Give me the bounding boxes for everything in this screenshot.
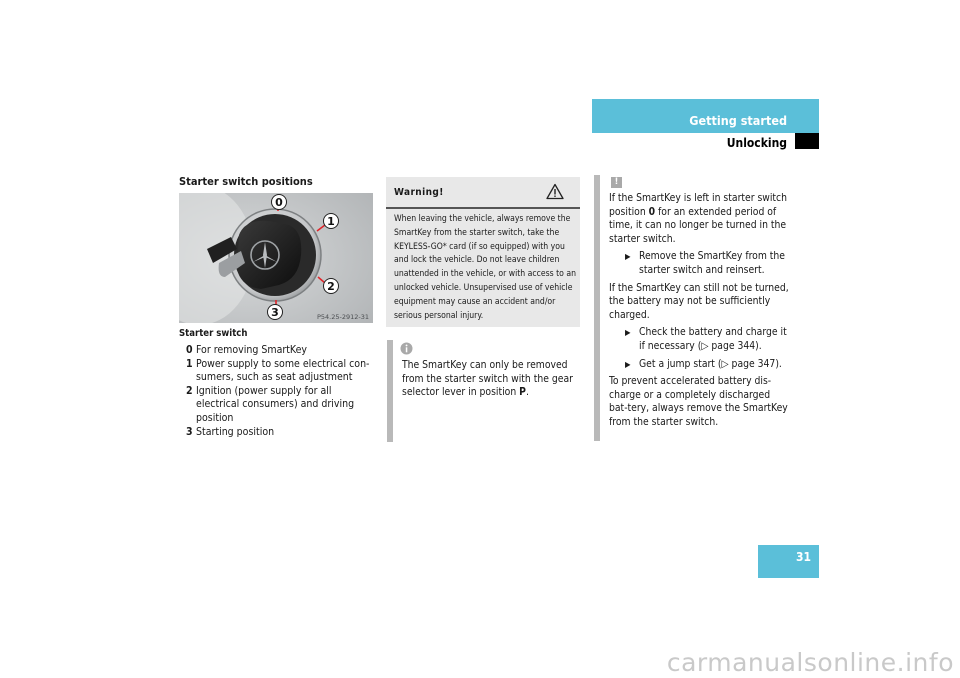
section-title: Getting started [689, 113, 787, 128]
list-item: 1 Power supply to some electrical con-sumers, such as seat adjustment [186, 357, 370, 384]
list-item: 2 Ignition (power supply for all electrical consumers) and driving position [186, 384, 355, 424]
note-paragraph: If the SmartKey is left in starter switch position 0 for an extended period of time, it can no longer be turned in the starter switch. [609, 192, 788, 245]
subsection-title: Unlocking [726, 136, 787, 150]
photo-caption: Starter switch [179, 328, 248, 339]
marker-3: 3 [271, 306, 279, 319]
info-text: The SmartKey can only be removed from the starter switch with the gear selector lever in position P. [402, 359, 573, 399]
info-icon [400, 342, 413, 355]
photo-code: P54.25-2912-31 [316, 313, 369, 321]
list-item: 3 Starting position [186, 425, 275, 438]
marker-1: 1 [327, 215, 335, 228]
footer-watermark: carmanualsonline.info [666, 648, 954, 677]
list-item: ▶ Get a jump start (▷ page 347). [625, 357, 782, 370]
triangle-bullet-icon: ▶ [625, 328, 631, 338]
section-heading: Starter switch positions [179, 175, 313, 188]
page-number: 31 [795, 550, 811, 564]
subsection-header [592, 133, 795, 149]
warning-text: When leaving the vehicle, always remove the SmartKey from the starter switch, take the KEYLESS-GO* card (if so equipped) with you and lock the vehicle. Do not leave children unattended in the vehicle, or with access to an unlocked vehicle. Unsupervised use of vehicle equipment may cause an accident and/or serious personal injury. [394, 214, 576, 321]
triangle-bullet-icon: ▶ [625, 252, 631, 262]
marker-0: 0 [275, 196, 283, 209]
section-header [592, 99, 819, 133]
position-list [186, 344, 376, 439]
note-paragraph: To prevent accelerated battery dis-charge or a completely discharged bat-tery, always remove the SmartKey from the starter switch. [609, 375, 788, 428]
note-bar [594, 175, 600, 441]
warning-triangle-icon [546, 183, 564, 200]
list-item: 0 For removing SmartKey [186, 344, 308, 356]
warning-divider [386, 207, 580, 209]
list-item: ▶ Remove the SmartKey from the starter switch and reinsert. [625, 250, 786, 276]
marker-2: 2 [327, 280, 335, 293]
triangle-bullet-icon: ▶ [625, 359, 631, 369]
exclamation-icon: ! [611, 177, 622, 188]
warning-title: Warning! [394, 187, 444, 198]
warning-box [386, 177, 580, 327]
info-bar [387, 340, 393, 442]
note-body [609, 192, 789, 434]
page-number-tab [758, 545, 819, 578]
header-marker-block [795, 133, 819, 149]
note-paragraph: If the SmartKey can still not be turned, the battery may not be sufficiently charged. [609, 281, 789, 321]
starter-switch-photo [179, 193, 373, 323]
list-item: ▶ Check the battery and charge it if necessary (▷ page 344). [625, 326, 787, 352]
